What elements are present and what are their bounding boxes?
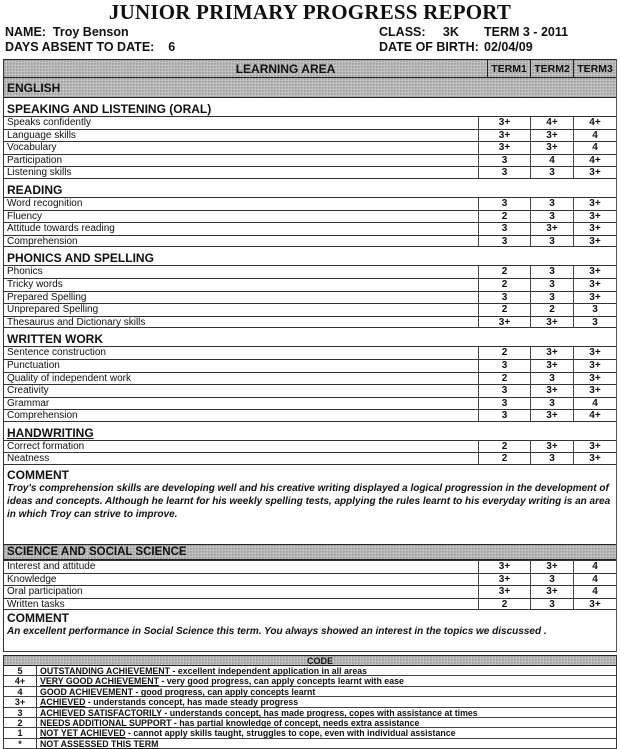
term3-grade: 4+ bbox=[573, 155, 616, 167]
english-subject-header: ENGLISH bbox=[4, 78, 616, 98]
code-detail: - cannot apply skills taught, struggles to cope, even with individual assistance bbox=[125, 728, 456, 739]
term1-grade: 3+ bbox=[478, 142, 530, 154]
term1-grade: 2 bbox=[478, 347, 530, 359]
term2-grade: 3 bbox=[530, 266, 573, 278]
term3-grade: 3+ bbox=[573, 347, 616, 359]
skill-label: Correct formation bbox=[7, 440, 85, 452]
term2-grade: 3 bbox=[530, 167, 573, 178]
days-absent-line bbox=[5, 40, 175, 55]
skill-label: Comprehension bbox=[7, 410, 78, 422]
code-name: VERY GOOD ACHIEVEMENT bbox=[40, 676, 159, 687]
grade-row bbox=[4, 409, 616, 422]
english-sections bbox=[4, 101, 616, 465]
term3-grade: 3+ bbox=[573, 167, 616, 178]
grade-row bbox=[4, 129, 616, 142]
science-comment-label: COMMENT bbox=[7, 611, 69, 626]
term1-grade: 3 bbox=[478, 155, 530, 167]
term2-grade: 3 bbox=[530, 236, 573, 247]
grade-row bbox=[4, 452, 616, 465]
term2-grade: 3+ bbox=[530, 223, 573, 235]
term3-grade: 4 bbox=[573, 574, 616, 586]
grade-row bbox=[4, 359, 616, 372]
class-value: 3K bbox=[442, 25, 459, 39]
code-description bbox=[37, 708, 616, 717]
class-line bbox=[379, 25, 459, 40]
grade-row bbox=[4, 222, 616, 235]
code-detail: - excellent independent application in all areas bbox=[170, 666, 368, 676]
term2-grade: 3 bbox=[530, 211, 573, 223]
term2-grade: 3+ bbox=[530, 561, 573, 573]
code-detail: - has partial knowledge of concept, needs extra assistance bbox=[171, 717, 420, 728]
grade-row bbox=[4, 598, 616, 611]
skill-label: Language skills bbox=[7, 129, 76, 141]
section-rows bbox=[4, 265, 616, 328]
code-value: 2 bbox=[4, 718, 37, 727]
term2-grade: 3 bbox=[530, 398, 573, 410]
section-title bbox=[4, 425, 616, 440]
class-label: CLASS: bbox=[379, 25, 426, 39]
code-legend-item bbox=[4, 728, 616, 738]
code-value: 1 bbox=[4, 728, 37, 737]
science-comment: An excellent performance in Social Science this term. You always showed an interest in the topics we discussed . bbox=[7, 626, 547, 638]
code-legend-item bbox=[4, 739, 616, 749]
term3-grade: 4 bbox=[573, 586, 616, 598]
term3-grade: 3+ bbox=[573, 266, 616, 278]
code-description bbox=[37, 718, 616, 727]
skill-label: Word recognition bbox=[7, 197, 83, 209]
term1-grade: 2 bbox=[478, 599, 530, 610]
term1-grade: 2 bbox=[478, 441, 530, 453]
days-absent-value: 6 bbox=[168, 40, 176, 54]
section-title bbox=[4, 250, 616, 265]
table-header bbox=[4, 59, 616, 78]
name-label: NAME: bbox=[5, 25, 46, 39]
term2-grade: 2 bbox=[530, 304, 573, 316]
code-value: 5 bbox=[4, 666, 37, 675]
student-name-line bbox=[5, 25, 129, 40]
code-description bbox=[37, 676, 616, 685]
term1-grade: 2 bbox=[478, 373, 530, 385]
section-title bbox=[4, 182, 616, 197]
dob-label: DATE OF BIRTH: bbox=[379, 40, 479, 54]
skill-label: Oral participation bbox=[7, 586, 83, 598]
term-value: TERM 3 - 2011 bbox=[484, 25, 569, 39]
skill-label: Written tasks bbox=[7, 598, 65, 610]
grade-row bbox=[4, 573, 616, 586]
code-legend-item bbox=[4, 697, 616, 707]
term2-grade: 3+ bbox=[530, 347, 573, 359]
term3-header: TERM3 bbox=[573, 60, 616, 77]
term2-grade: 3 bbox=[530, 599, 573, 610]
grade-row bbox=[4, 560, 616, 573]
term2-grade: 3 bbox=[530, 292, 573, 304]
term1-grade: 2 bbox=[478, 453, 530, 464]
code-detail: - understands concept, has made steady progress bbox=[85, 697, 299, 708]
term2-grade: 3+ bbox=[530, 142, 573, 154]
report-table bbox=[3, 59, 617, 652]
term1-grade: 3 bbox=[478, 223, 530, 235]
code-legend bbox=[3, 655, 617, 749]
grade-row bbox=[4, 154, 616, 167]
term1-grade: 3 bbox=[478, 398, 530, 410]
term1-grade: 3 bbox=[478, 167, 530, 178]
skill-label: Neatness bbox=[7, 453, 50, 465]
code-name: ACHIEVED bbox=[40, 697, 86, 708]
term1-grade: 3+ bbox=[478, 561, 530, 573]
code-description bbox=[37, 739, 616, 748]
code-name: NEEDS ADDITIONAL SUPPORT bbox=[40, 717, 172, 728]
code-legend-item bbox=[4, 708, 616, 718]
code-legend-rows bbox=[4, 666, 616, 749]
section-title-text: SPEAKING AND LISTENING (ORAL) bbox=[7, 102, 212, 116]
skill-label: Punctuation bbox=[7, 359, 60, 371]
term1-grade: 3 bbox=[478, 198, 530, 210]
skill-label: Tricky words bbox=[7, 278, 63, 290]
english-comment: Troy's comprehension skills are developing well and his creative writing displayed a logical progression in the development of ideas and concepts. Although he learnt for his weekly spelling tests, applying the rules learnt to his everyday writing is an area in which Troy can strive to improve. bbox=[7, 483, 611, 521]
term1-grade: 3+ bbox=[478, 130, 530, 142]
term3-grade: 4+ bbox=[573, 410, 616, 421]
code-description bbox=[37, 666, 616, 675]
grade-row bbox=[4, 116, 616, 129]
code-name: GOOD ACHIEVEMENT bbox=[40, 686, 134, 697]
skill-label: Quality of independent work bbox=[7, 372, 131, 384]
grade-row bbox=[4, 346, 616, 359]
section-title-text: HANDWRITING bbox=[7, 425, 94, 440]
term2-grade: 4+ bbox=[530, 117, 573, 129]
skill-label: Creativity bbox=[7, 385, 49, 397]
grade-row bbox=[4, 316, 616, 329]
code-value: 4+ bbox=[4, 676, 37, 685]
term3-grade: 3+ bbox=[573, 198, 616, 210]
code-description bbox=[37, 728, 616, 737]
term1-grade: 3 bbox=[478, 292, 530, 304]
skill-label: Listening skills bbox=[7, 167, 72, 179]
grade-row bbox=[4, 235, 616, 248]
days-absent-label: DAYS ABSENT TO DATE: bbox=[5, 40, 155, 54]
code-detail: - understands concept, has made progress, copes with assistance at times bbox=[161, 707, 478, 718]
term2-grade: 4 bbox=[530, 155, 573, 167]
skill-label: Sentence construction bbox=[7, 347, 106, 359]
term1-grade: 3 bbox=[478, 385, 530, 397]
term2-grade: 3 bbox=[530, 574, 573, 586]
term3-grade: 4+ bbox=[573, 117, 616, 129]
skill-label: Prepared Spelling bbox=[7, 291, 87, 303]
term2-grade: 3 bbox=[530, 373, 573, 385]
term1-grade: 2 bbox=[478, 279, 530, 291]
term2-grade: 3+ bbox=[530, 317, 573, 328]
grade-row bbox=[4, 197, 616, 210]
code-legend-title: CODE bbox=[4, 655, 616, 666]
term3-grade: 4 bbox=[573, 142, 616, 154]
grade-row bbox=[4, 291, 616, 304]
term3-grade: 3 bbox=[573, 317, 616, 328]
term1-grade: 2 bbox=[478, 266, 530, 278]
term1-grade: 2 bbox=[478, 304, 530, 316]
grade-row bbox=[4, 585, 616, 598]
code-legend-item bbox=[4, 666, 616, 676]
grade-row bbox=[4, 372, 616, 385]
term2-grade: 3+ bbox=[530, 410, 573, 421]
section-rows bbox=[4, 116, 616, 179]
grade-row bbox=[4, 265, 616, 278]
code-description bbox=[37, 697, 616, 706]
section-rows bbox=[4, 197, 616, 247]
term2-grade: 3+ bbox=[530, 360, 573, 372]
skill-label: Participation bbox=[7, 154, 63, 166]
term3-grade: 3+ bbox=[573, 599, 616, 610]
skill-label: Thesaurus and Dictionary skills bbox=[7, 316, 146, 328]
section-rows bbox=[4, 440, 616, 465]
skill-label: Vocabulary bbox=[7, 142, 57, 154]
grade-row bbox=[4, 166, 616, 179]
term1-grade: 3+ bbox=[478, 117, 530, 129]
term3-grade: 3+ bbox=[573, 292, 616, 304]
term1-grade: 3+ bbox=[478, 574, 530, 586]
term2-grade: 3+ bbox=[530, 441, 573, 453]
term3-grade: 3+ bbox=[573, 385, 616, 397]
term2-grade: 3+ bbox=[530, 130, 573, 142]
learning-area-header: LEARNING AREA bbox=[235, 62, 336, 76]
term3-grade: 3+ bbox=[573, 441, 616, 453]
code-legend-item bbox=[4, 687, 616, 697]
grade-row bbox=[4, 303, 616, 316]
skill-label: Fluency bbox=[7, 210, 43, 222]
term2-grade: 3+ bbox=[530, 586, 573, 598]
section-title-text: WRITTEN WORK bbox=[7, 332, 103, 347]
term3-grade: 3+ bbox=[573, 279, 616, 291]
term1-grade: 3 bbox=[478, 410, 530, 421]
term2-grade: 3+ bbox=[530, 385, 573, 397]
term3-grade: 4 bbox=[573, 561, 616, 573]
code-legend-item bbox=[4, 676, 616, 686]
grade-row bbox=[4, 141, 616, 154]
term3-grade: 3+ bbox=[573, 223, 616, 235]
code-value: 3 bbox=[4, 708, 37, 717]
term2-grade: 3 bbox=[530, 279, 573, 291]
skill-label: Grammar bbox=[7, 397, 50, 409]
code-detail: - very good progress, can apply concepts learnt with ease bbox=[158, 676, 404, 687]
code-name: NOT ASSESSED THIS TERM bbox=[40, 738, 159, 749]
code-name: ACHIEVED SATISFACTORILY bbox=[40, 707, 162, 718]
term2-header: TERM2 bbox=[530, 60, 573, 77]
skill-label: Comprehension bbox=[7, 235, 78, 247]
skill-label: Phonics bbox=[7, 266, 43, 278]
grade-row bbox=[4, 278, 616, 291]
section-title bbox=[4, 331, 616, 346]
section-title bbox=[4, 101, 616, 116]
term3-grade: 3+ bbox=[573, 453, 616, 464]
skill-label: Knowledge bbox=[7, 573, 57, 585]
skill-label: Unprepared Spelling bbox=[7, 304, 99, 316]
code-name: NOT YET ACHIEVED bbox=[40, 728, 126, 739]
grade-row bbox=[4, 384, 616, 397]
code-description bbox=[37, 687, 616, 696]
skill-label: Interest and attitude bbox=[7, 561, 96, 573]
student-name: Troy Benson bbox=[52, 25, 129, 39]
grade-row bbox=[4, 397, 616, 410]
code-value: 3+ bbox=[4, 697, 37, 706]
table-bottom-border bbox=[4, 651, 616, 652]
term1-grade: 3 bbox=[478, 360, 530, 372]
english-comment-label: COMMENT bbox=[7, 468, 69, 483]
code-legend-item bbox=[4, 718, 616, 728]
skill-label: Speaks confidently bbox=[7, 117, 91, 128]
dob-value: 02/04/09 bbox=[484, 40, 533, 54]
grade-row bbox=[4, 440, 616, 453]
term2-grade: 3 bbox=[530, 198, 573, 210]
section-rows bbox=[4, 346, 616, 422]
science-subject-header: SCIENCE AND SOCIAL SCIENCE bbox=[4, 544, 616, 560]
grade-row bbox=[4, 210, 616, 223]
term1-grade: 3 bbox=[478, 236, 530, 247]
skill-label: Attitude towards reading bbox=[7, 223, 115, 235]
code-detail: - good progress, can apply concepts learnt bbox=[133, 686, 316, 697]
term1-header: TERM1 bbox=[487, 60, 530, 77]
section-title-text: READING bbox=[7, 182, 63, 197]
term3-grade: 3 bbox=[573, 304, 616, 316]
section-title-text: PHONICS AND SPELLING bbox=[7, 251, 154, 266]
code-value: 4 bbox=[4, 687, 37, 696]
term2-grade: 3 bbox=[530, 453, 573, 464]
term1-grade: 2 bbox=[478, 211, 530, 223]
term3-grade: 4 bbox=[573, 398, 616, 410]
term3-grade: 3+ bbox=[573, 211, 616, 223]
term3-grade: 4 bbox=[573, 130, 616, 142]
term3-grade: 3+ bbox=[573, 373, 616, 385]
term3-grade: 3+ bbox=[573, 236, 616, 247]
code-name: OUTSTANDING ACHIEVEMENT bbox=[40, 666, 170, 676]
code-value: * bbox=[4, 739, 37, 748]
term1-grade: 3+ bbox=[478, 317, 530, 328]
science-rows bbox=[4, 560, 616, 610]
term3-grade: 3+ bbox=[573, 360, 616, 372]
report-title: JUNIOR PRIMARY PROGRESS REPORT bbox=[108, 0, 512, 24]
term1-grade: 3+ bbox=[478, 586, 530, 598]
